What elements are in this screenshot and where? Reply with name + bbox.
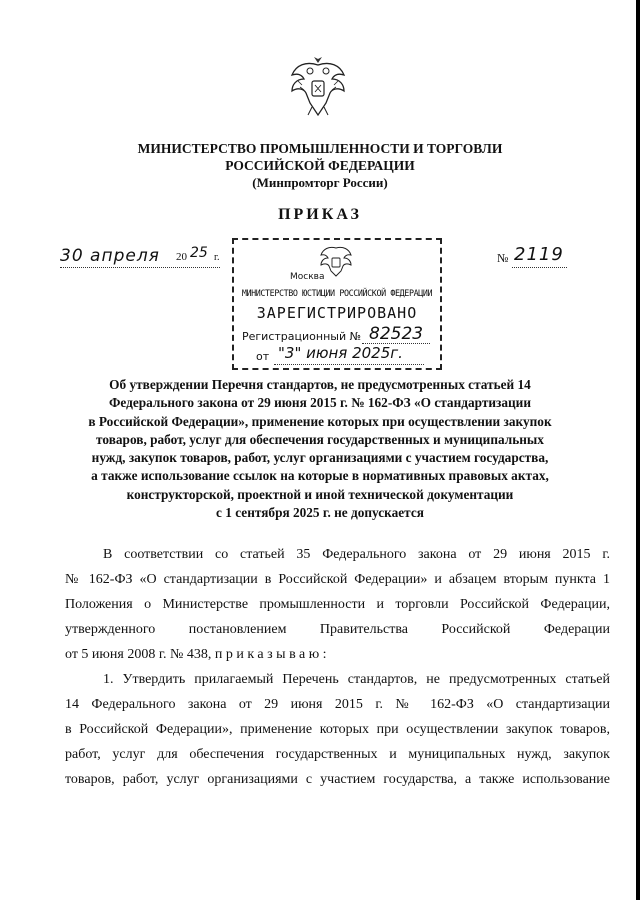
document-type: ПРИКАЗ [278,206,362,223]
body-line: утвержденного постановлением Правительства Российской Федерации [65,622,610,637]
stamp-city: Москва [290,272,325,282]
body-line: В соответствии со статьей 35 Федерального закона от 29 июня 2015 г. [103,547,610,562]
title-line: нужд, закупок товаров, работ, услуг организациями с участием государства, [91,450,549,466]
ministry-name-line2: РОССИЙСКОЙ ФЕДЕРАЦИИ [225,158,415,173]
order-date-handwritten: 30 апреля [60,246,160,266]
scan-edge [636,0,640,900]
date-underline [60,267,220,268]
title-line: Федерального закона от 29 июня 2015 г. № 162-ФЗ «О стандартизации [108,395,532,411]
order-body [65,542,610,792]
title-line: Об утверждении Перечня стандартов, не предусмотренных статьей 14 [109,377,531,392]
title-line: товаров, работ, услуг для обеспечения государственных и муниципальных [96,431,544,447]
body-line: работ, услуг для обеспечения государственных и муниципальных нужд, закупок [65,747,610,762]
body-line: 1. Утвердить прилагаемый Перечень стандартов, не предусмотренных статьей [103,672,610,687]
stamp-date-underline [274,364,424,365]
body-line: 14 Федерального закона от 29 июня 2015 г. № 162-ФЗ «О стандартизации [65,697,610,712]
stamp-reg-date: "3" июня 2025г. [278,344,403,362]
stamp-registered: ЗАРЕГИСТРИРОВАНО [256,304,418,322]
body-line-text: от 5 июня 2008 г. № 438, [65,647,212,662]
order-year-handwritten: 25 [190,245,208,261]
title-line: с 1 сентября 2025 г. не допускается [216,505,424,521]
title-line: в Российской Федерации», применение которых при осуществлении закупок [88,413,552,429]
title-line: а также использование ссылок на которые в нормативных правовых актах, [91,468,549,484]
order-number-handwritten: 2119 [514,244,564,265]
title-line: конструкторской, проектной и иной технической документации [126,486,514,502]
stamp-from-label: от [256,350,270,363]
decree-word: приказываю: [214,647,331,662]
body-line: товаров, работ, услуг организациями с участием государства, а также использование [65,772,610,787]
body-line [65,642,610,667]
body-line: № 162-ФЗ «О стандартизации в Российской Федерации» и абзацем вторым пункта 1 [65,572,610,587]
order-year-suffix: г. [214,252,220,263]
stamp-department: МИНИСТЕРСТВО ЮСТИЦИИ РОССИЙСКОЙ ФЕДЕРАЦИИ [241,288,433,298]
stamp-reg-label: Регистрационный № [242,330,362,343]
body-line: Положения о Министерстве промышленности и торговли Российской Федерации, [65,597,610,612]
order-date [60,245,225,270]
body-line: в Российской Федерации», применение которых при осуществлении закупок товаров, [65,722,610,737]
stamp-reg-number: 82523 [369,324,424,344]
order-year-prefix: 20 [176,251,187,263]
ministry-header [0,140,640,191]
number-underline [512,267,567,268]
order-number [497,244,577,270]
ministry-abbreviation: (Минпромторг России) [252,175,388,190]
order-number-label: № [497,251,509,265]
ministry-name-line1: МИНИСТЕРСТВО ПРОМЫШЛЕННОСТИ И ТОРГОВЛИ [137,141,503,156]
coat-of-arms-icon [288,55,348,121]
registration-stamp [232,238,442,370]
order-title [30,376,610,522]
